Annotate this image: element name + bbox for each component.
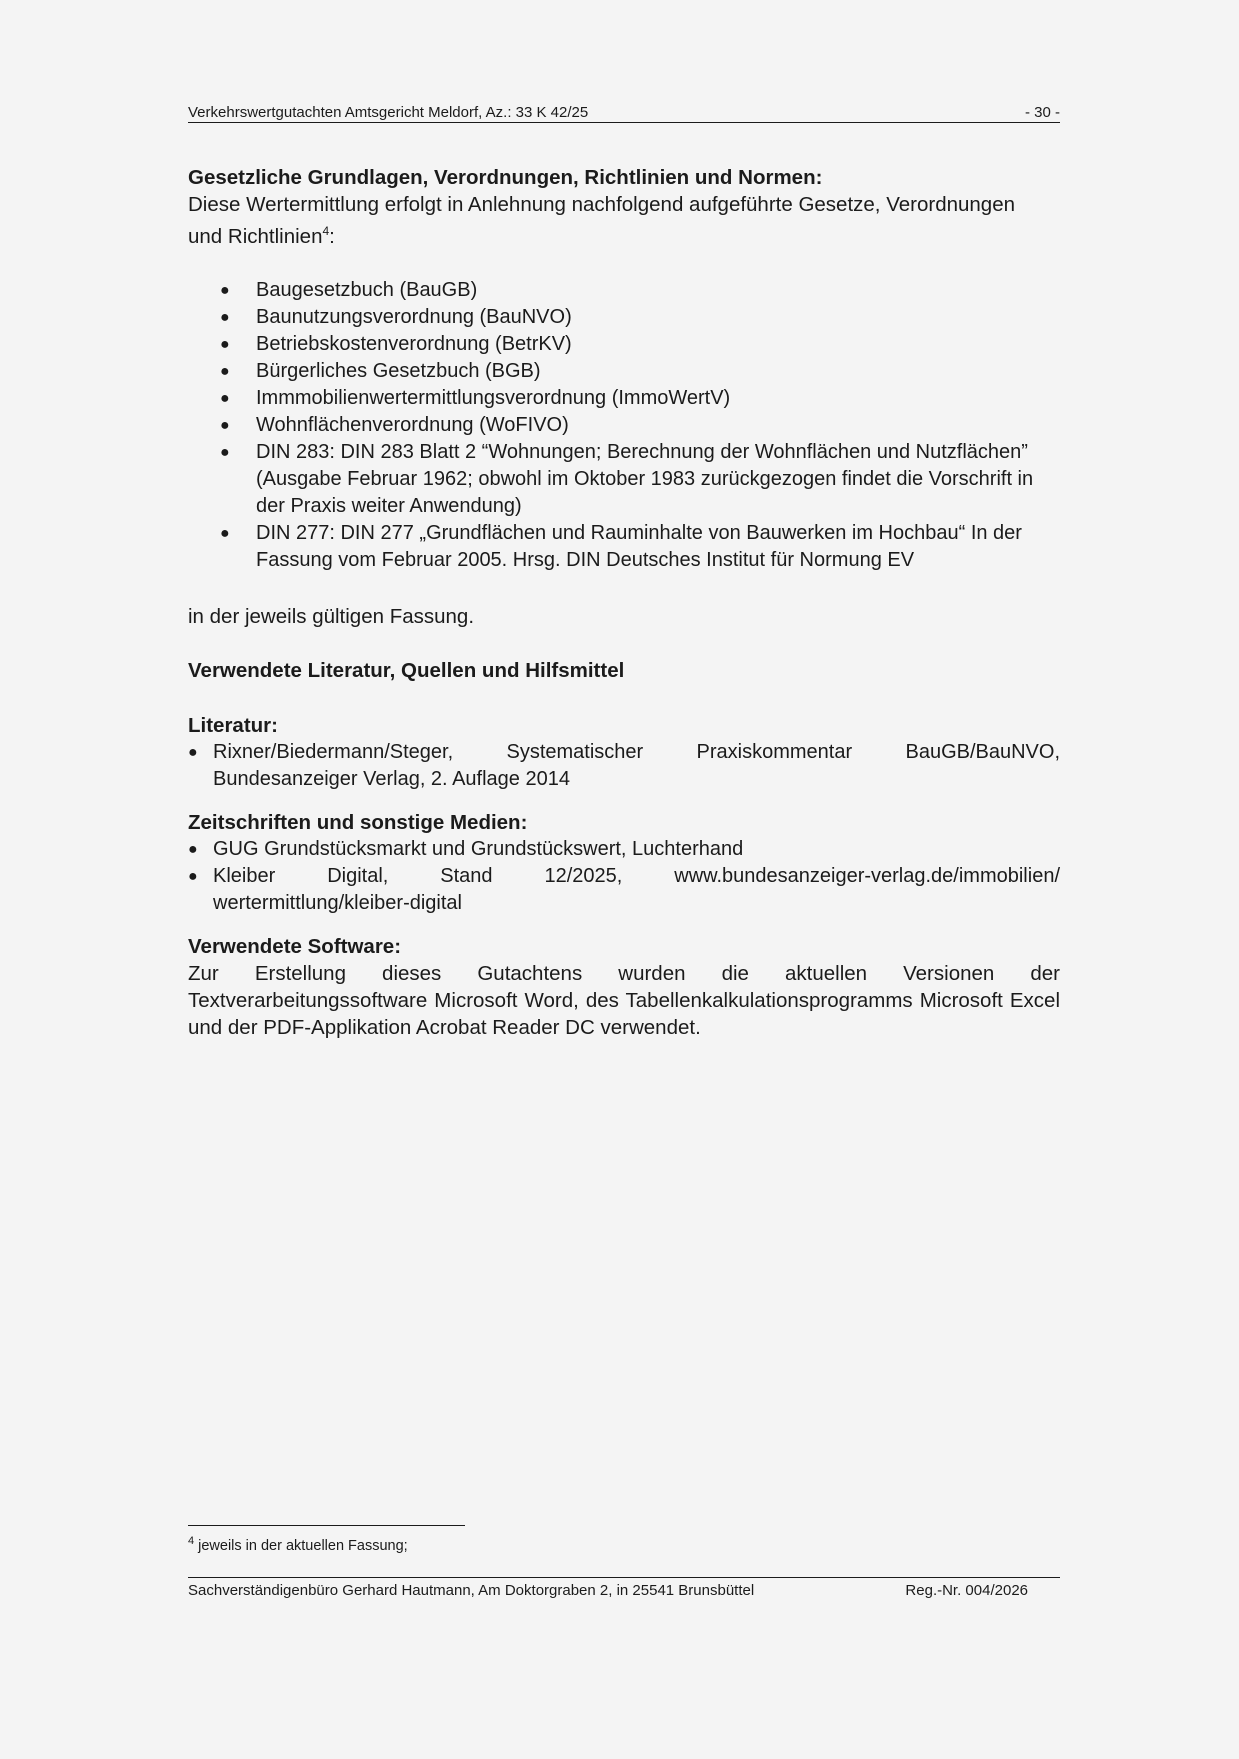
list-item-text: Kleiber Digital, Stand 12/2025, www.bundesanzeiger-verlag.de/immobilien/ wertermittlung/kleiber-digital <box>213 864 1060 914</box>
list-item-text: DIN 277: DIN 277 „Grundflächen und Rauminhalte von Bauwerken im Hochbau“ In der Fassung vom Februar 2005. Hrsg. DIN Deutsches Institut für Normung EV <box>256 521 1022 571</box>
heading-media: Zeitschriften und sonstige Medien: <box>188 810 528 834</box>
list-item-text: Wohnflächenverordnung (WoFIVO) <box>256 413 569 436</box>
bullet-icon: ● <box>220 362 230 380</box>
bullet-icon: ● <box>188 743 198 761</box>
list-item <box>188 331 1060 358</box>
list-item-text: Betriebskostenverordnung (BetrKV) <box>256 332 572 355</box>
main-content <box>188 164 1060 1041</box>
list-item-text: Rixner/Biedermann/Steger, Systematischer Praxiskommentar BauGB/BauNVO, Bundesanzeiger Verlag, 2. Auflage 2014 <box>213 740 1060 790</box>
bullet-icon: ● <box>220 416 230 434</box>
list-item <box>188 304 1060 331</box>
list-item <box>188 412 1060 439</box>
list-item <box>188 863 1060 917</box>
list-item-text: Baunutzungsverordnung (BauNVO) <box>256 305 572 328</box>
footer-address: Sachverständigenbüro Gerhard Hautmann, Am Doktorgraben 2, in 25541 Brunsbüttel <box>188 1582 755 1599</box>
footnote-divider <box>188 1525 465 1526</box>
page-number: - 30 - <box>1024 104 1060 121</box>
list-item <box>188 277 1060 304</box>
list-item-text: DIN 283: DIN 283 Blatt 2 “Wohnungen; Berechnung der Wohnflächen und Nutzflächen” (Ausgabe Februar 1962; obwohl im Oktober 1983 zurückgezogen findet die Vorschrift in der Praxis weiter Anwendung) <box>256 440 1034 517</box>
intro-line-2-text: und Richtlinien <box>188 224 323 248</box>
intro-line-2 <box>188 218 1060 250</box>
intro-line-1: Diese Wertermittlung erfolgt in Anlehnung nachfolgend aufgeführte Gesetze, Verordnungen <box>188 193 1015 216</box>
list-item-text: GUG Grundstücksmarkt und Grundstückswert, Luchterhand <box>213 837 744 860</box>
footnote-text: jeweils in der aktuellen Fassung; <box>198 1538 408 1554</box>
bullet-icon: ● <box>220 524 230 542</box>
heading-literatur: Literatur: <box>188 713 278 737</box>
header-title: Verkehrswertgutachten Amtsgericht Meldorf, Az.: 33 K 42/25 <box>188 104 589 121</box>
list-item <box>188 439 1060 520</box>
list-item <box>188 739 1060 793</box>
page-header <box>188 104 1060 123</box>
list-item <box>188 358 1060 385</box>
heading-literature-sources: Verwendete Literatur, Quellen und Hilfsmittel <box>188 658 625 682</box>
regulations-list <box>188 277 1060 574</box>
list-item <box>188 385 1060 412</box>
list-item <box>188 836 1060 863</box>
page-footer <box>188 1577 1060 1601</box>
footnote-ref: 4 <box>322 224 330 238</box>
bullet-icon: ● <box>220 281 230 299</box>
media-list <box>188 836 1060 917</box>
software-text: Zur Erstellung dieses Gutachtens wurden die aktuellen Versionen der Textverarbeitungssoftware Microsoft Word, des Tabellenkalkulationsprogramms Microsoft Excel und der PDF-Applikation Acrobat Reader DC verwendet. <box>188 961 1060 1039</box>
bullet-icon: ● <box>188 867 198 885</box>
heading-legal-basis: Gesetzliche Grundlagen, Verordnungen, Richtlinien und Normen: <box>188 166 823 189</box>
footnote <box>188 1531 408 1556</box>
footnote-number: 4 <box>188 1535 195 1547</box>
bullet-icon: ● <box>220 443 230 461</box>
footer-registration: Reg.-Nr. 004/2026 <box>905 1582 1028 1599</box>
bullet-icon: ● <box>188 840 198 858</box>
bullet-icon: ● <box>220 335 230 353</box>
heading-software: Verwendete Software: <box>188 934 402 958</box>
intro-colon: : <box>329 224 335 248</box>
list-item-text: Bürgerliches Gesetzbuch (BGB) <box>256 359 541 382</box>
bullet-icon: ● <box>220 389 230 407</box>
list-item-text: Baugesetzbuch (BauGB) <box>256 278 478 301</box>
list-item <box>188 520 1060 574</box>
list-item-text: Immmobilienwertermittlungsverordnung (ImmoWertV) <box>256 386 731 409</box>
literature-list <box>188 739 1060 793</box>
closing-text: in der jeweils gültigen Fassung. <box>188 604 475 628</box>
bullet-icon: ● <box>220 308 230 326</box>
